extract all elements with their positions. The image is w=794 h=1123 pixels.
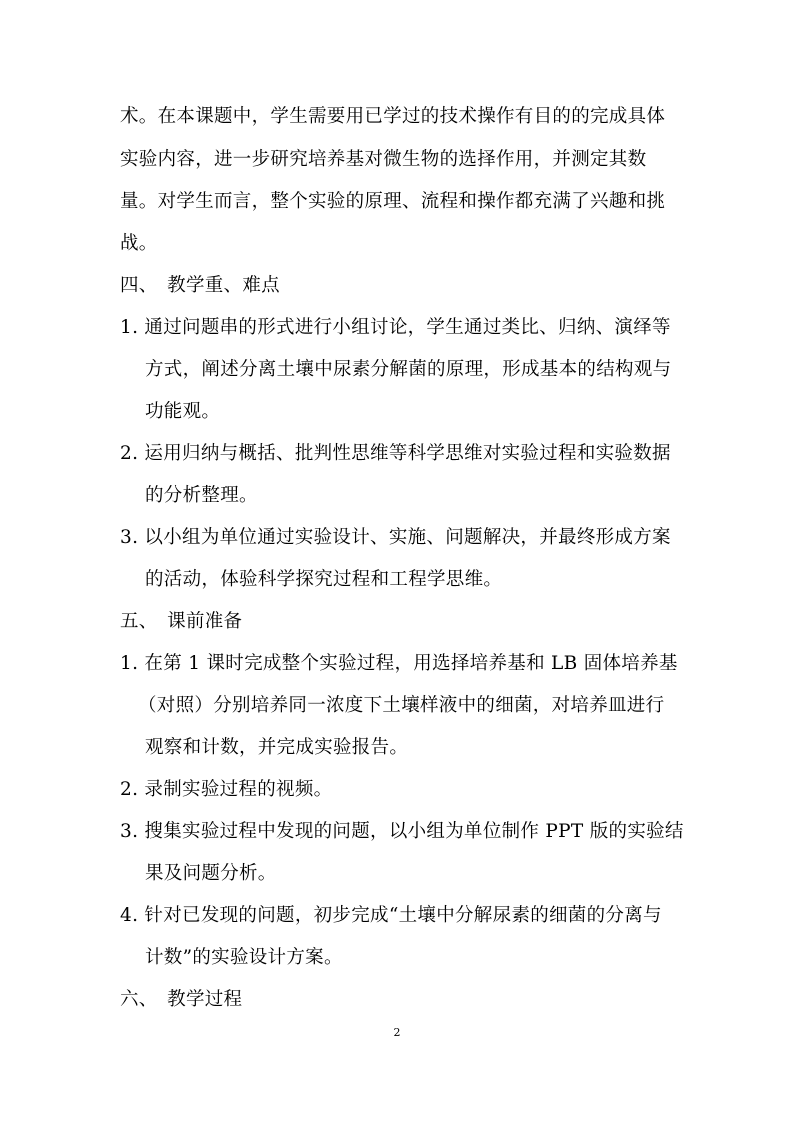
s4-item1-line2: 方式，阐述分离土壤中尿素分解菌的原理，形成基本的结构观与	[145, 359, 672, 380]
s4-item3-line1: 3. 以小组为单位通过实验设计、实施、问题解决，并最终形成方案	[120, 527, 671, 548]
s4-item3-line2: 的活动，体验科学探究过程和工程学思维。	[145, 569, 503, 590]
s5-item1-line1: 1. 在第 1 课时完成整个实验过程，用选择培养基和 LB 固体培养基	[120, 653, 678, 674]
s5-item3-line1: 3. 搜集实验过程中发现的问题，以小组为单位制作 PPT 版的实验结	[120, 821, 684, 842]
section-heading-6: 六、 教学过程	[120, 989, 243, 1010]
s4-item1-line3: 功能观。	[145, 401, 221, 422]
s5-item2-line1: 2. 录制实验过程的视频。	[120, 779, 333, 800]
intro-line-3: 量。对学生而言，整个实验的原理、流程和操作都充满了兴趣和挑	[120, 191, 666, 212]
s4-item1-line1: 1. 通过问题串的形式进行小组讨论，学生通过类比、归纳、演绎等	[120, 317, 671, 338]
s4-item2-line2: 的分析整理。	[145, 485, 258, 506]
s5-item1-line2: （对照）分别培养同一浓度下土壤样液中的细菌，对培养皿进行	[138, 695, 665, 716]
intro-line-1: 术。在本课题中，学生需要用已学过的技术操作有目的的完成具体	[120, 106, 666, 127]
intro-line-4: 战。	[120, 233, 158, 254]
s5-item3-line2: 果及问题分析。	[145, 863, 277, 884]
s5-item4-line2: 计数”的实验设计方案。	[145, 947, 343, 968]
s5-item4-line1: 4. 针对已发现的问题，初步完成“土壤中分解尿素的细菌的分离与	[120, 905, 662, 926]
section-heading-5: 五、 课前准备	[120, 611, 243, 632]
s5-item1-line3: 观察和计数，并完成实验报告。	[145, 737, 409, 758]
page-number: 2	[393, 1026, 401, 1039]
s4-item2-line1: 2. 运用归纳与概括、批判性思维等科学思维对实验过程和实验数据	[120, 443, 671, 464]
section-heading-4: 四、 教学重、难点	[120, 275, 280, 296]
intro-line-2: 实验内容，进一步研究培养基对微生物的选择作用，并测定其数	[120, 149, 647, 170]
